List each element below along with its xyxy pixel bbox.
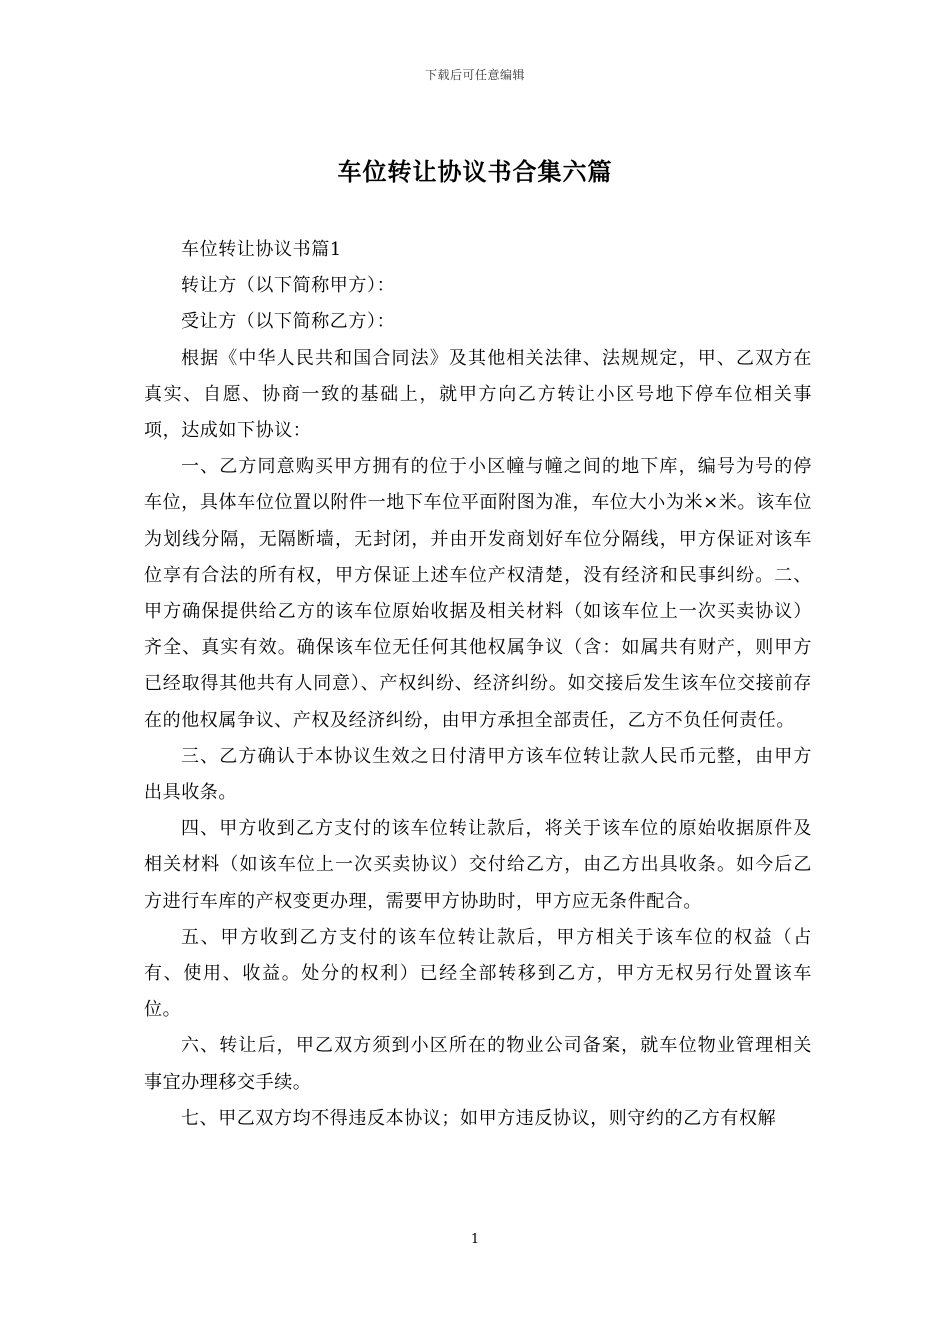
clause-5-paragraph: 五、甲方收到乙方支付的该车位转让款后，甲方相关于该车位的权益（占有、使用、收益。处分的权利）已经全部转移到乙方，甲方无权另行处置该车位。	[144, 926, 812, 1021]
section-heading: 车位转让协议书篇1	[181, 239, 342, 260]
clause-7-paragraph: 七、甲乙双方均不得违反本协议；如甲方违反协议，则守约的乙方有权解	[181, 1107, 777, 1129]
document-title: 车位转让协议书合集六篇	[337, 157, 613, 186]
preamble-paragraph: 根据《中华人民共和国合同法》及其他相关法律、法规规定，甲、乙双方在真实、自愿、协商一致的基础上，就甲方向乙方转让小区号地下停车位相关事项，达成如下协议：	[144, 347, 812, 442]
transferor-line: 转让方（以下简称甲方）：	[181, 275, 396, 297]
clause-1-2-paragraph: 一、乙方同意购买甲方拥有的位于小区幢与幢之间的地下库，编号为号的停车位，具体车位位置以附件一地下车位平面附图为准，车位大小为米×米。该车位为划线分隔，无隔断墙，无封闭，并由开发商划好车位分隔线，甲方保证对该车位享有合法的所有权，甲方保证上述车位产权清楚，没有经济和民事纠纷。二、甲方确保提供给乙方的该车位原始收据及相关材料（如该车位上一次买卖协议）齐全、真实有效。确保该车位无任何其他权属争议（含：如属共有财产，则甲方已经取得其他共有人同意）、产权纠纷、经济纠纷。如交接后发生该车位交接前存在的他权属争议、产权及经济纠纷，由甲方承担全部责任，乙方不负任何责任。	[144, 456, 812, 731]
clause-4-paragraph: 四、甲方收到乙方支付的该车位转让款后，将关于该车位的原始收据原件及相关材料（如该车位上一次买卖协议）交付给乙方，由乙方出具收条。如今后乙方进行车库的产权变更办理，需要甲方协助时，甲方应无条件配合。	[144, 818, 812, 912]
clause-6-paragraph: 六、转让后，甲乙双方须到小区所在的物业公司备案，就车位物业管理相关事宜办理移交手续。	[144, 1035, 812, 1093]
clause-3-paragraph: 三、乙方确认于本协议生效之日付清甲方该车位转让款人民币元整，由甲方出具收条。	[144, 745, 812, 804]
transferee-line: 受让方（以下简称乙方）：	[181, 311, 396, 333]
document-body	[144, 232, 812, 1137]
page-number: 1	[470, 1232, 480, 1247]
header-note: 下载后可任意编辑	[424, 68, 525, 82]
